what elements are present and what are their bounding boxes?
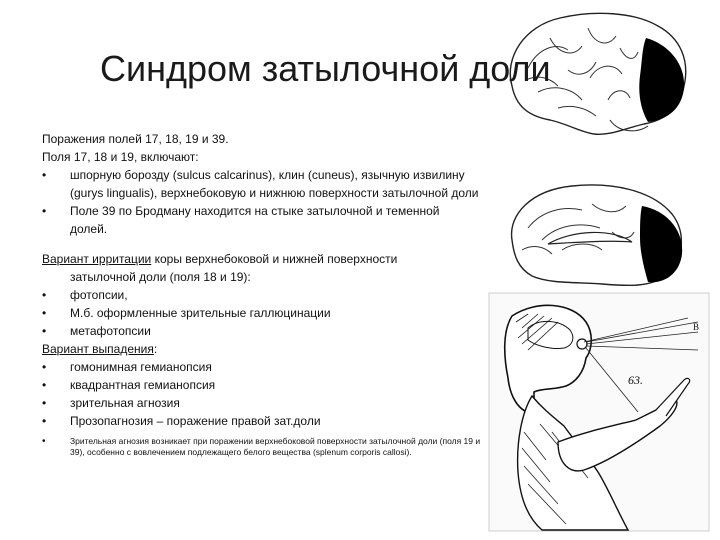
irritation-desc: коры верхнебоковой и нижней поверхности [151,252,398,266]
bullet-structures: • шпорную борозду (sulcus calcarinus), клин (cuneus), язычную извилину (gurys lingualis), верхнебоковую и нижнюю поверхности затылочной доли [42,166,490,202]
engraving-label-letter: B [693,322,700,332]
bullet-field-39: • Поле 39 по Бродману находится на стыке затылочной и теменной долей. [42,202,470,238]
loss-heading [42,340,490,358]
engraving-label-number: 63. [628,373,643,387]
irritation-heading [42,250,490,268]
brain-medial-illustration [502,180,688,290]
irritation-item: • метафотопсии [42,322,490,340]
lesion-fields-line: Поражения полей 17, 18, 19 и 39. [42,132,229,146]
eye-drawing [577,339,587,349]
loss-item: • квадрантная гемианопсия [42,376,490,394]
irritation-desc-cont: затылочной доли (поля 18 и 19): [70,270,251,284]
irritation-label: Вариант ирритации [42,252,152,266]
irritation-item: • фотопсии, [42,286,490,304]
occipital-lesion-medial [640,206,682,282]
fields-include-line: Поля 17, 18 и 19, включают: [42,150,199,164]
descartes-vision-engraving [488,292,710,532]
loss-item: • зрительная агнозия [42,394,490,412]
slide-title: Синдром затылочной доли [100,48,551,89]
loss-item: • Прозопагнозия – поражение правой зат.доли [42,412,490,430]
irritation-item: • М.б. оформленные зрительные галлюцинации [42,304,490,322]
loss-colon: : [153,342,158,356]
agnosia-note: • Зрительная агнозия возникает при поражении верхнебоковой поверхности затылочной доли (поля 19 и 39), особенно с вовлечением подлежащего белого вещества (splenum corporis callosi). [42,436,490,458]
slide-body [42,130,490,458]
loss-label: Вариант выпадения [42,342,154,356]
spacer [42,238,490,250]
loss-item: • гомонимная гемианопсия [42,358,490,376]
